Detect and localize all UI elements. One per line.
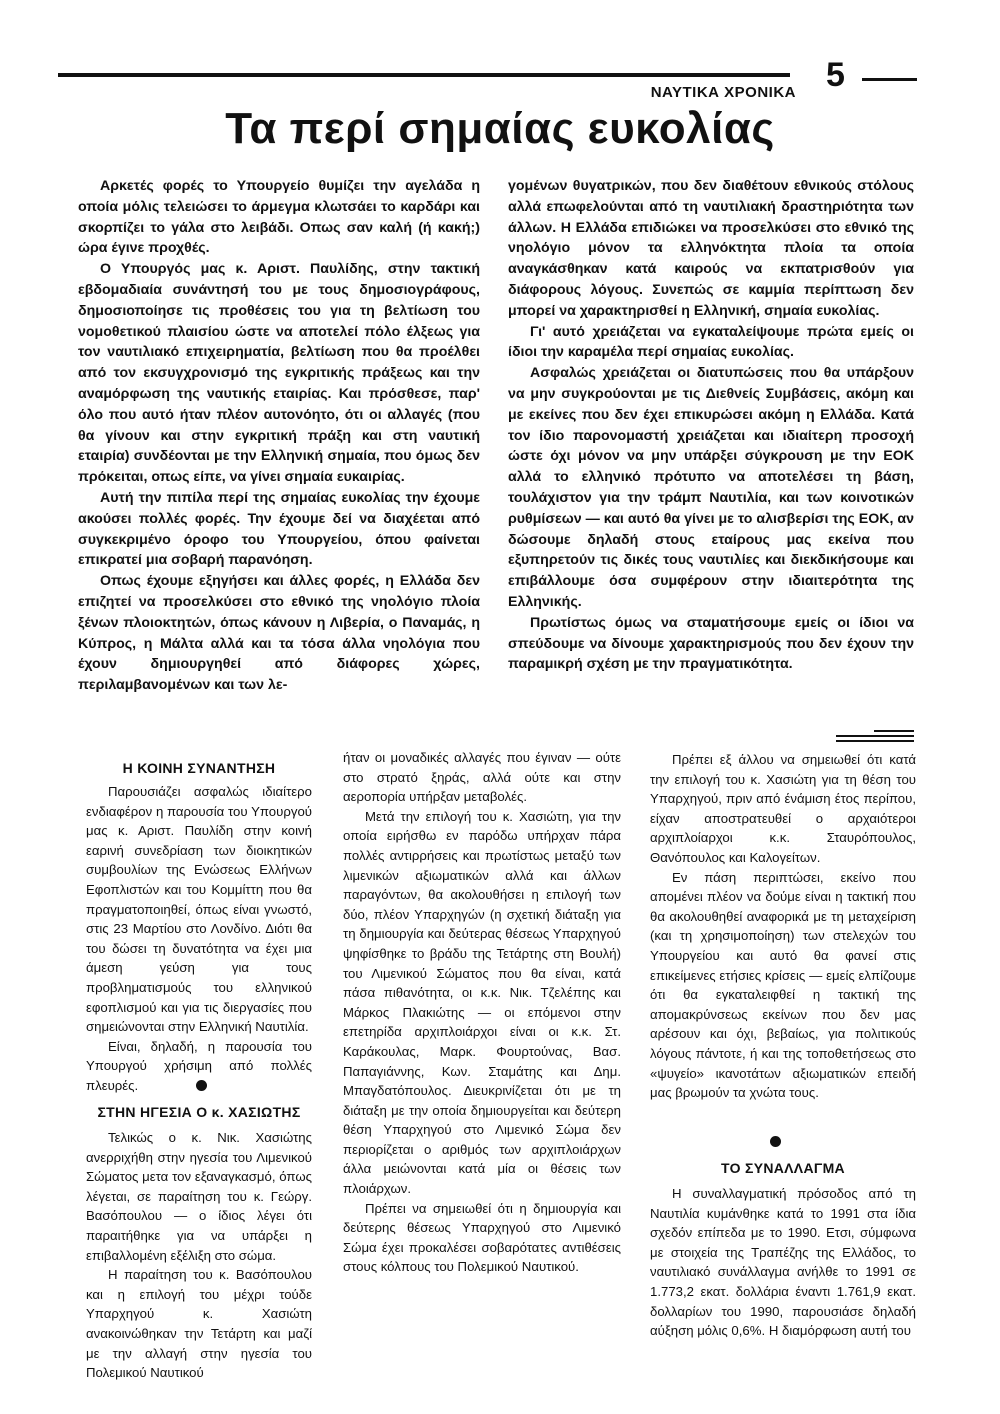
- header-rule-short: [862, 78, 917, 81]
- page-number: 5: [826, 56, 845, 94]
- section-body-synallagma: [650, 1184, 916, 1341]
- section-paragraph: Εν πάση περιπτώσει, εκείνο που απομένει πλέον να δούμε είναι η τακτική που θα ακολουθηθεί αναφορικά με τη μεταχείριση (και τη χρησιμοποίηση) των στελεχών του Υπουργείου και αυτό θα φανεί στις επικείμενες ετήσιες κρίσεις — εμείς ελπίζουμε ότι θα εγκαταλειφθεί η τακτική της απομακρύνσεως εκείνων που δεν μας αρέσουν και όχι, βεβαίως, για πολιτικούς λόγους πάντοτε, ή και της τοποθετήσεως στο «ψυγείο» ικανοτάτων αξιωματικών επειδή μας βρωμούν τα χνώτα τους.: [650, 869, 916, 1101]
- article-paragraph: Γι' αυτό χρειάζεται να εγκαταλείψουμε πρώτα εμείς οι ίδιοι την καραμέλα περί σημαίας ευκολίας.: [508, 323, 914, 361]
- section-separator-bullet: [196, 1080, 207, 1091]
- article-column-left: [78, 176, 480, 696]
- article-headline: Τα περί σημαίας ευκολίας: [225, 104, 775, 153]
- section-paragraph: Πρέπει εξ άλλου να σημειωθεί ότι κατά την επιλογή του κ. Χασιώτη για τη θέση του Υπαρχηγού, πριν από ένάμιση έτος περίπου, είχαν αποστρατευθεί ο αρχαιότεροι αρχιπλοίαρχοι κ.κ. Σταυρόπουλος, Θανόπουλος και Καλογείτων.: [650, 752, 916, 865]
- publication-name: ΝΑΥΤΙΚΑ ΧΡΟΝΙΚΑ: [650, 84, 796, 101]
- article-paragraph-continued: γομένων θυγατρικών, που δεν διαθέτουν εθνικούς στόλους αλλά επωφελούνται από τη ναυτιλιακή δραστηριότητα των άλλων. Η Ελλάδα επιδιώκει να προσελκύσει στο εθνικό της νηολόγιο μόνον τα ελληνόκτητα πλοία τα οποία αναγκάσθηκαν κατά καιρούς να εκπατρισθούν για διάφορους λόγους. Συνεπώς σε καμμία περίπτωση δεν μπορεί να χαρακτηρισθεί η Ελληνική, σημαία ευκολίας.: [508, 178, 914, 319]
- article-paragraph: Αρκετές φορές το Υπουργείο θυμίζει την αγελάδα η οποία μόλις τελειώσει το άρμεγμα κλωτσάει το καρδάρι και σκορπίζει το γάλα στο λειβάδι. Οπως σαν καλή (ή κακή;) ώρα έγινε προχθές.: [78, 178, 480, 257]
- section-paragraph: Μετά την επιλογή του κ. Χασιώτη, για την οποία ειρήσθω εν παρόδω υπήρχαν πάρα πολλές αντιρρήσεις και πρωτίστως μεταξύ των λιμενικών αξιωματικών αλλά και άλλων παραγόντων, θα ακολουθήσει η επιλογή των δύο, πλέον Υπαρχηγών (η σχετική διάταξη για τη δημιουργία και δεύτερας θέσεως Υπαρχηγού ψηφίσθηκε το βράδυ της Τετάρτης στη Βουλή) του Λιμενικού Σώματος που θα είναι, κατά πάσα πιθανότητα, οι κ.κ. Νικ. Τζελέπης και Μάρκος Πλακιώτης — οι επόμενοι στην επετηρίδα αρχιπλοιάρχοι είναι οι κ.κ. Στ. Καράκουλας, Μαρκ. Φουρτούνας, Βασ. Παπαγιάννης, Κων. Σταμάτης και Δημ. Μπαγδατόπουλος. Διευκρινίζεται ότι με τη διάταξη με την οποία δημιουργείται και δεύτερη θέση Υπαρχηγού στο Λιμενικό Σώμα δεν περιορίζεται ο αριθμός των αρχιπλοιάρχων άλλα μειώνονται κατά μία οι θέσεις των πλοιάρχων.: [343, 808, 621, 1197]
- section-title-igesia: ΣΤΗΝ ΗΓΕΣΙΑ Ο κ. ΧΑΣΙΩΤΗΣ: [97, 1104, 301, 1120]
- section-separator-bullet: [770, 1136, 781, 1147]
- section-paragraph: ήταν οι μοναδικές αλλαγές που έγιναν — ούτε στο στρατό ξηράς, αλλά ούτε και στην αεροπορία υπήρξαν μεταβολές.: [343, 750, 621, 805]
- article-paragraph: Ο Υπουργός μας κ. Αριστ. Παυλίδης, στην τακτική εβδομαδιαία συνάντησή του με τους δημοσιογράφους, δημοσιοποίησε τις προθέσεις του για τη βελτίωση του νομοθετικού πλαισίου ώστε να αποτελεί πόλο έλξεως για τον ναυτιλιακό επιχειρηματία, βελτίωση που θα προέλθει από τον εκσυγχρονισμό της εγκριτικής πράξεως και την αναμόρφωση της ναυτικής εταιρίας. Και πρόσθεσε, παρ' όλο που αυτό ήταν πλέον αυτονόητο, ότι οι αλλαγές (που θα γίνουν και στην εγκριτική πράξη και στη ναυτική εταιρία) συνδέονται με την Ελληνική σημαία, που όμως δεν πρόκειται, οπως είπε, να γίνει σημαία ευκαιρίας.: [78, 261, 480, 486]
- section-paragraph: Είναι, δηλαδή, η παρουσία του Υπουργού χρήσιμη από πολλές πλευρές.: [86, 1038, 312, 1093]
- section-paragraph: Παρουσιάζει ασφαλώς ιδιαίτερο ενδιαφέρον η παρουσία του Υπουργού μας κ. Αριστ. Παυλίδη στην κοινή εαρινή συνεδρίαση των διοικητικών συμβουλίων της Ενώσεως Ελλήνων Εφοπλιστών και του Κομμίττη που θα πραγματοποιηθεί, όπως είναι γνωστό, στις 23 Μαρτίου στο Λονδίνο. Διότι θα του δώσει τη δυνατότητα να έχει μια άμεση γεύση για τους προβληματισμούς του ελληνικού εφοπλισμού και για τις διεργασίες που σημειώνονται στην Ελληνική Ναυτιλία.: [86, 784, 312, 1035]
- article-paragraph: Πρωτίστως όμως να σταματήσουμε εμείς οι ίδιοι να σπεύδουμε να δίνουμε χαρακτηρισμούς που δεν έχουν την παραμικρή σχέση με την πραγματικότητα.: [508, 614, 914, 673]
- section-body-igesia: [86, 1128, 312, 1383]
- article-paragraph: Αυτή την πιπίλα περί της σημαίας ευκολίας την έχουμε ακούσει πολλές φορές. Την έχουμε δεί να διαχέεται από συγκεκριμένο όροφο του Υπουργείου, όπου φαίνεται επικρατεί μια σοβαρή παρανόηση.: [78, 489, 480, 569]
- section-paragraph: Πρέπει να σημειωθεί ότι η δημιουργία και δεύτερης θέσεως Υπαρχηγού στο Λιμενικό Σώμα έχει προκαλέσει σοβαρότατες αντιθέσεις στους κόλπους του Πολεμικού Ναυτικού.: [343, 1200, 621, 1275]
- article-end-mark: [836, 730, 914, 742]
- section-body-igesia-continued-2: [650, 750, 916, 1103]
- section-body-igesia-continued: [343, 748, 621, 1277]
- article-paragraph: Ασφαλώς χρειάζεται οι διατυπώσεις που θα υπάρξουν να μην συγκρούονται με τις Διεθνείς Συμβάσεις, ακόμη και με εκείνες που δεν έχει επικυρώσει ακόμη η Ελλάδα. Κατά τον ίδιο παρονομαστή χρειάζεται και ιδιαίτερη προσοχή ώστε όχι μόνον να μην υπάρξει σύγκρουση με την ΕΟΚ αλλά το ελληνικό πρότυπο να αποτελέσει τη βάση, τουλάχιστον για την τράμπ Ναυτιλία, και των κοινοτικών ρυθμίσεων — και αυτό θα γίνει με το αλισβερίσι της ΕΟΚ, αν δώσουμε δηλαδή στους εταίρους μας εκείνα που εξυπηρετούν τις δικές τους ναυτιλίες και διεκδικήσουμε και επιβάλλουμε όσα συμφέρουν στην ιδιαιτερότητα της Ελληνικής.: [508, 365, 914, 610]
- article-column-right: [508, 176, 914, 675]
- section-paragraph: Τελικώς ο κ. Νικ. Χασιώτης ανερριχήθη στην ηγεσία του Λιμενικού Σώματος μετα τον εξαναγκασμό, όπως λέγεται, σε παραίτηση του κ. Γεώργ. Βασόπουλου — ο ίδιος λέγει ότι παραιτήθηκε για να υπάρξει η επιβαλλομένη εξέλιξη στο σώμα.: [86, 1130, 312, 1263]
- section-paragraph: Η παραίτηση του κ. Βασόπουλου και η επιλογή του μέχρι τούδε Υπαρχηγού κ. Χασιώτη ανακοινώθηκαν την Τετάρτη και μαζί με την αλλαγή στην ηγεσία του Πολεμικού Ναυτικού: [86, 1267, 312, 1381]
- section-body-koini: [86, 782, 312, 1096]
- article-paragraph: Οπως έχουμε εξηγήσει και άλλες φορές, η Ελλάδα δεν επιζητεί να προσελκύσει στο εθνικό της νηολόγιο πλοία ξένων πλοιοκτητών, όπως κάνουν η Λιβερία, ο Παναμάς, η Κύπρος, η Μάλτα αλλά και τα τόσα άλλα νηολόγια που έχουν δημιουργηθεί από διάφορες χώρες, περιλαμβανομένων και των λε-: [78, 573, 480, 694]
- section-title-synallagma: ΤΟ ΣΥΝΑΛΛΑΓΜΑ: [721, 1160, 845, 1176]
- header-rule: [58, 73, 790, 77]
- section-paragraph: Η συναλλαγματική πρόσοδος από τη Ναυτιλία κυμάνθηκε κατά το 1991 στα ίδια σχεδόν επίπεδα με το 1990. Ετσι, σύμφωνα με στοιχεία της Τραπέζης της Ελλάδος, το ναυτιλιακό συνάλλαγμα ανήλθε το 1991 σε 1.773,2 εκατ. δολλάρια έναντι 1.761,9 εκατ. δολλαρίων του 1990, παρουσιάσε δηλαδή αύξηση μόλις 0,6%. Η διαμόρφωση αυτή του: [650, 1186, 916, 1339]
- section-title-koini: Η ΚΟΙΝΗ ΣΥΝΑΝΤΗΣΗ: [122, 760, 276, 776]
